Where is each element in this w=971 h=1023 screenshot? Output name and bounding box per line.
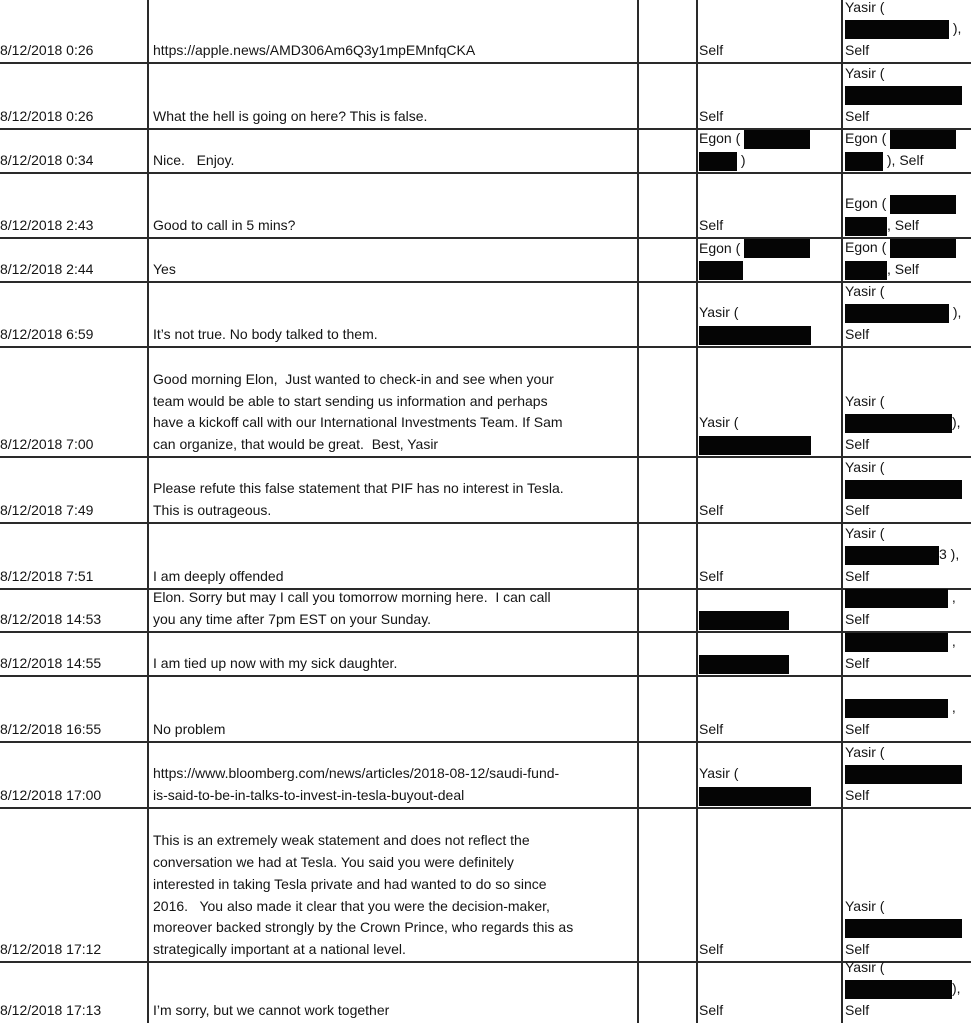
party-line — [845, 281, 971, 303]
party-line — [845, 785, 971, 807]
redaction-bar — [744, 130, 810, 149]
recipients-cell — [845, 238, 971, 282]
table-row — [0, 173, 971, 238]
party-line — [699, 302, 839, 324]
message-cell — [153, 63, 637, 129]
recipients-cell — [845, 347, 971, 457]
date-cell — [0, 523, 146, 589]
table-row — [0, 129, 971, 173]
party-line — [699, 1000, 839, 1022]
redaction-bar — [890, 130, 956, 149]
timestamp: 8/12/2018 0:26 — [0, 42, 94, 59]
timestamp: 8/12/2018 14:53 — [0, 611, 102, 628]
message-text-line: you any time after 7pm EST on your Sunday. — [153, 611, 432, 628]
table-row — [0, 0, 971, 63]
message-text-line: is-said-to-be-in-talks-to-invest-in-tesla-buyout-deal — [153, 787, 465, 804]
party-line — [699, 40, 839, 62]
party-text: Self — [845, 655, 870, 672]
party-line — [845, 391, 971, 413]
party-line — [699, 939, 839, 961]
date-cell — [0, 0, 146, 63]
message-text-line: conversation we had at Tesla. You said you were definitely — [153, 854, 514, 871]
party-line — [845, 653, 971, 675]
party-text: Yasir ( — [699, 414, 739, 431]
redaction-bar — [699, 152, 737, 171]
party-text: Self — [845, 42, 870, 59]
party-text: Self — [845, 108, 870, 125]
redaction-bar — [845, 217, 887, 236]
party-line — [845, 957, 971, 979]
party-text: Yasir ( — [845, 282, 885, 299]
party-line — [699, 500, 839, 522]
party-text: Yasir ( — [845, 524, 885, 541]
party-text: Self — [845, 721, 870, 738]
recipients-cell — [845, 808, 971, 962]
party-line — [845, 544, 971, 566]
message-text-line: Elon. Sorry but may I call you tomorrow morning here. I can call — [153, 589, 551, 606]
sender-cell — [699, 742, 839, 808]
party-line — [699, 434, 839, 456]
sender-cell — [699, 589, 839, 632]
party-text: Self — [699, 42, 724, 59]
message-cell — [153, 282, 637, 347]
sender-cell — [699, 238, 839, 282]
party-text: , Self — [887, 261, 919, 278]
message-cell — [153, 589, 637, 632]
sender-cell — [699, 129, 839, 173]
party-text: Yasir ( — [699, 765, 739, 782]
table-row — [0, 457, 971, 523]
party-text: Yasir ( — [845, 392, 885, 409]
party-text: Yasir ( — [845, 459, 885, 475]
party-text: Self — [699, 502, 724, 519]
message-cell — [153, 962, 637, 1023]
redaction-bar — [845, 414, 952, 433]
party-text: Self — [845, 436, 870, 453]
party-text: Self — [845, 611, 870, 628]
message-text-line: I am deeply offended — [153, 568, 284, 585]
party-text: Yasir ( — [845, 65, 885, 81]
table-row — [0, 523, 971, 589]
recipients-cell — [845, 523, 971, 589]
party-text: Self — [845, 1002, 870, 1019]
redaction-bar — [845, 86, 962, 105]
sender-cell — [699, 347, 839, 457]
date-cell — [0, 63, 146, 129]
table-row — [0, 238, 971, 282]
message-cell — [153, 523, 637, 589]
timestamp: 8/12/2018 17:13 — [0, 1002, 102, 1019]
message-text-line: This is an extremely weak statement and does not reflect the — [153, 832, 530, 849]
party-text: Self — [845, 326, 870, 343]
table-row — [0, 632, 971, 676]
redaction-bar — [845, 20, 949, 39]
party-line — [845, 566, 971, 588]
sender-cell — [699, 676, 839, 742]
party-text: ), — [952, 414, 961, 431]
message-text-line: Good to call in 5 mins? — [153, 217, 296, 234]
redaction-bar — [845, 919, 962, 938]
party-text: 3 ), — [939, 546, 960, 563]
message-cell — [153, 808, 637, 962]
party-line — [845, 193, 971, 215]
party-line — [845, 106, 971, 128]
date-cell — [0, 282, 146, 347]
party-line — [845, 978, 971, 1000]
party-text: ), Self — [883, 152, 924, 169]
table-row — [0, 63, 971, 129]
message-text-line: Yes — [153, 261, 176, 278]
redaction-bar — [845, 546, 939, 565]
party-text: Egon ( — [845, 239, 891, 256]
redaction-bar — [845, 480, 962, 499]
redaction-bar — [845, 304, 949, 323]
redaction-bar — [845, 980, 952, 999]
recipients-cell — [845, 589, 971, 632]
message-cell — [153, 632, 637, 676]
redaction-bar — [699, 436, 811, 455]
party-line — [699, 324, 839, 346]
message-text-line: I’m sorry, but we cannot work together — [153, 1002, 390, 1019]
party-line — [699, 128, 839, 150]
party-line — [845, 697, 971, 719]
date-cell — [0, 676, 146, 742]
redaction-bar — [699, 787, 811, 806]
message-text-line: I am tied up now with my sick daughter. — [153, 655, 398, 672]
sender-cell — [699, 808, 839, 962]
date-cell — [0, 742, 146, 808]
redaction-bar — [699, 261, 743, 280]
party-line — [845, 587, 971, 609]
timestamp: 8/12/2018 0:26 — [0, 108, 94, 125]
party-text: ), — [949, 20, 962, 37]
message-text-line: https://www.bloomberg.com/news/articles/2018-08-12/saudi-fund- — [153, 765, 560, 782]
party-text: , — [948, 589, 956, 606]
timestamp: 8/12/2018 7:51 — [0, 568, 94, 585]
party-line — [845, 500, 971, 522]
recipients-cell — [845, 632, 971, 676]
party-line — [845, 719, 971, 741]
redaction-bar — [699, 326, 811, 345]
redaction-bar — [845, 765, 962, 784]
redaction-bar — [845, 699, 948, 718]
message-cell — [153, 173, 637, 238]
party-line — [845, 631, 971, 653]
party-line — [845, 896, 971, 918]
party-line — [845, 1000, 971, 1022]
message-cell — [153, 0, 637, 63]
sender-cell — [699, 962, 839, 1023]
party-line — [699, 215, 839, 237]
party-line — [699, 719, 839, 741]
date-cell — [0, 808, 146, 962]
timestamp: 8/12/2018 14:55 — [0, 655, 102, 672]
table-row — [0, 676, 971, 742]
message-text-line: interested in taking Tesla private and had wanted to do so since — [153, 875, 547, 892]
party-line — [845, 237, 971, 259]
date-cell — [0, 962, 146, 1023]
party-line — [699, 238, 839, 260]
timestamp: 8/12/2018 17:00 — [0, 787, 102, 804]
message-text-line: This is outrageous. — [153, 502, 272, 519]
redaction-bar — [845, 633, 948, 652]
party-line — [699, 150, 839, 172]
message-cell — [153, 742, 637, 808]
recipients-cell — [845, 457, 971, 523]
sender-cell — [699, 282, 839, 347]
party-text: Yasir ( — [845, 744, 885, 760]
recipients-cell — [845, 129, 971, 173]
redaction-bar — [699, 611, 789, 630]
recipients-cell — [845, 173, 971, 238]
date-cell — [0, 457, 146, 523]
party-line — [845, 523, 971, 545]
message-text-line: https://apple.news/AMD306Am6Q3y1mpEMnfqCKA — [153, 42, 476, 59]
party-text: Self — [699, 721, 724, 738]
message-text-line: moreover backed strongly by the Crown Prince, who regards this as — [153, 919, 574, 936]
redaction-bar — [845, 589, 948, 608]
timestamp: 8/12/2018 16:55 — [0, 721, 102, 738]
table-row — [0, 282, 971, 347]
timestamp: 8/12/2018 2:44 — [0, 261, 94, 278]
message-text-line: Please refute this false statement that PIF has no interest in Tesla. — [153, 480, 564, 497]
sender-cell — [699, 632, 839, 676]
party-text: Egon ( — [699, 130, 745, 147]
party-line — [699, 106, 839, 128]
party-text: , — [948, 699, 956, 716]
party-line — [845, 150, 971, 172]
message-text-line: Nice. Enjoy. — [153, 152, 235, 169]
date-cell — [0, 347, 146, 457]
message-text-line: 2016. You also made it clear that you were the decision-maker, — [153, 897, 550, 914]
timestamp: 8/12/2018 2:43 — [0, 217, 94, 234]
party-text: Self — [699, 568, 724, 585]
message-cell — [153, 457, 637, 523]
message-text-line: What the hell is going on here? This is false. — [153, 108, 428, 125]
party-line — [699, 566, 839, 588]
party-text: Egon ( — [845, 195, 891, 212]
party-line — [845, 412, 971, 434]
party-line — [699, 785, 839, 807]
party-line — [845, 917, 971, 939]
date-cell — [0, 238, 146, 282]
party-line — [845, 609, 971, 631]
party-line — [845, 324, 971, 346]
message-text-line: can organize, that would be great. Best, Yasir — [153, 436, 439, 453]
message-cell — [153, 347, 637, 457]
redaction-bar — [744, 239, 810, 258]
party-line — [845, 457, 971, 479]
party-text: Self — [845, 787, 870, 804]
table-row — [0, 742, 971, 808]
recipients-cell — [845, 282, 971, 347]
date-cell — [0, 632, 146, 676]
party-text: Self — [845, 502, 870, 519]
table-row — [0, 589, 971, 632]
party-text: ), — [952, 980, 961, 997]
redaction-bar — [890, 195, 956, 214]
party-text: ), — [949, 304, 962, 321]
recipients-cell — [845, 676, 971, 742]
table-row — [0, 958, 971, 1023]
table-row — [0, 347, 971, 457]
party-text: Self — [845, 941, 870, 958]
date-cell — [0, 173, 146, 238]
party-line — [845, 479, 971, 500]
party-line — [845, 63, 971, 85]
party-text: ) — [737, 152, 746, 169]
party-line — [845, 215, 971, 237]
table-row — [0, 808, 971, 962]
party-line — [845, 764, 971, 785]
party-line — [699, 763, 839, 785]
party-text: Self — [699, 941, 724, 958]
party-line — [699, 609, 839, 631]
party-line — [699, 260, 839, 281]
timestamp: 8/12/2018 6:59 — [0, 326, 94, 343]
party-text: Yasir ( — [699, 304, 739, 321]
party-line — [845, 128, 971, 150]
party-text: Self — [845, 568, 870, 585]
party-line — [699, 653, 839, 675]
party-text: Yasir ( — [845, 958, 885, 975]
message-cell — [153, 676, 637, 742]
recipients-cell — [845, 63, 971, 129]
message-text-line: It’s not true. No body talked to them. — [153, 326, 378, 343]
party-line — [845, 18, 971, 40]
sender-cell — [699, 523, 839, 589]
message-text-line: have a kickoff call with our International Investments Team. If Sam — [153, 414, 563, 431]
party-text: Self — [699, 217, 724, 234]
date-cell — [0, 589, 146, 632]
party-text: Egon ( — [699, 240, 745, 256]
party-line — [845, 434, 971, 456]
sender-cell — [699, 63, 839, 129]
timestamp: 8/12/2018 7:49 — [0, 502, 94, 519]
message-text-line: team would be able to start sending us information and perhaps — [153, 392, 548, 409]
message-cell — [153, 238, 637, 282]
message-cell — [153, 129, 637, 173]
timestamp: 8/12/2018 7:00 — [0, 436, 94, 453]
party-text: Yasir ( — [845, 0, 885, 15]
party-text: Yasir ( — [845, 897, 885, 914]
date-cell — [0, 129, 146, 173]
party-line — [845, 0, 971, 18]
party-line — [845, 259, 971, 281]
redaction-bar — [845, 261, 887, 280]
redaction-bar — [845, 152, 883, 171]
party-line — [845, 85, 971, 106]
party-text: Egon ( — [845, 130, 891, 147]
message-text-line: strategically important at a national level. — [153, 941, 406, 958]
recipients-cell — [845, 0, 971, 63]
redaction-bar — [699, 655, 789, 674]
party-text: Self — [699, 1002, 724, 1019]
sender-cell — [699, 457, 839, 523]
redaction-bar — [890, 239, 956, 258]
sender-cell — [699, 0, 839, 63]
timestamp: 8/12/2018 0:34 — [0, 152, 94, 169]
party-text: Self — [699, 108, 724, 125]
party-line — [845, 302, 971, 324]
party-text: , Self — [887, 217, 919, 234]
party-line — [845, 742, 971, 764]
sender-cell — [699, 173, 839, 238]
recipients-cell — [845, 742, 971, 808]
party-line — [845, 40, 971, 62]
recipients-cell — [845, 958, 971, 1023]
party-line — [699, 412, 839, 434]
message-text-line: No problem — [153, 721, 226, 738]
party-text: , — [948, 633, 956, 650]
message-text-line: Good morning Elon, Just wanted to check-in and see when your — [153, 370, 554, 387]
timestamp: 8/12/2018 17:12 — [0, 941, 102, 958]
